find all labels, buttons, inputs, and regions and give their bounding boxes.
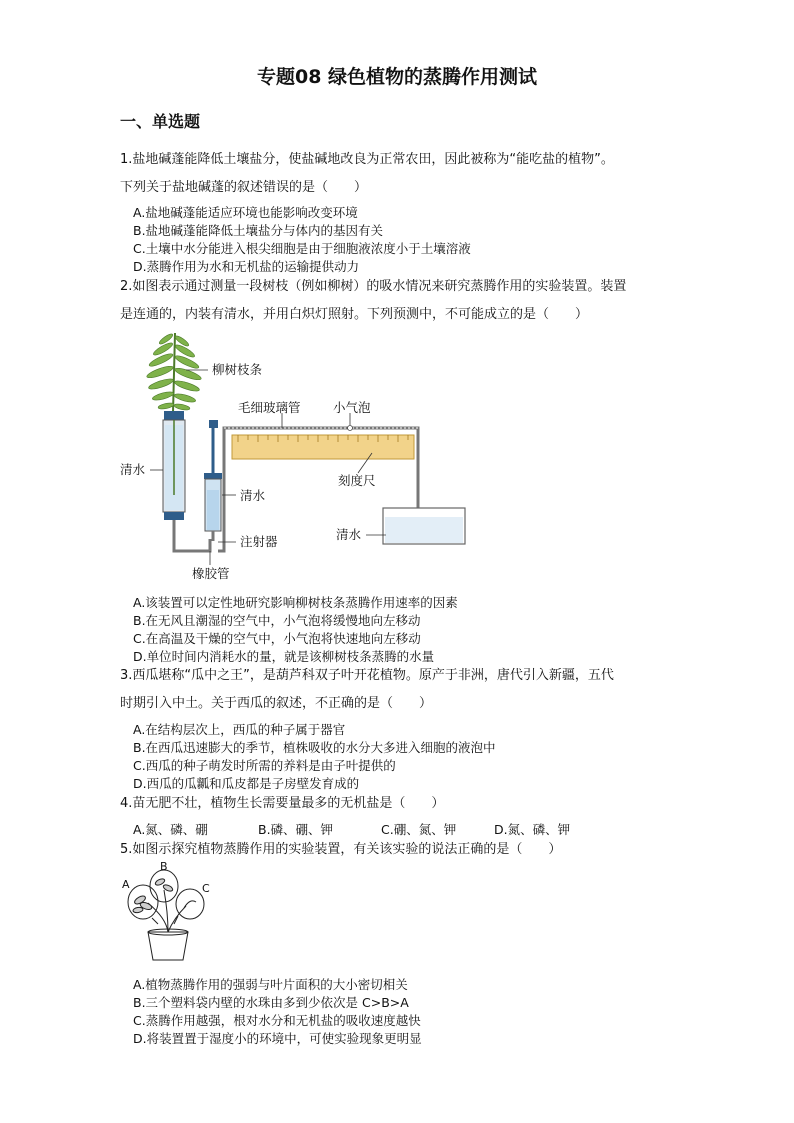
label-water-right: 清水 — [336, 527, 362, 542]
label-a: A — [122, 878, 130, 891]
q2-option-b[interactable]: B.在无风且潮湿的空气中，小气泡将缓慢地向左移动 — [133, 613, 421, 628]
q3-stem-line1: 3.西瓜堪称“瓜中之王”，是葫芦科双子叶开花植物。原产于非洲，唐代引入新疆，五代 — [120, 668, 614, 683]
q3-option-a[interactable]: A.在结构层次上，西瓜的种子属于器官 — [133, 722, 346, 737]
q2-option-c[interactable]: C.在高温及干燥的空气中，小气泡将快速地向左移动 — [133, 631, 421, 646]
q4-option-b[interactable]: B.磷、硼、钾 — [258, 822, 334, 837]
label-syringe: 注射器 — [240, 534, 278, 549]
q5-stem: 5.如图示探究植物蒸腾作用的实验装置，有关该实验的说法正确的是（ ） — [120, 842, 562, 857]
q3-option-d[interactable]: D.西瓜的瓜瓤和瓜皮都是子房壁发育成的 — [133, 776, 360, 791]
q3-stem-line2: 时期引入中土。关于西瓜的叙述，不正确的是（ ） — [120, 696, 433, 711]
label-bubble: 小气泡 — [333, 400, 371, 415]
q2-stem-line1: 2.如图表示通过测量一段树枝（例如柳树）的吸水情况来研究蒸腾作用的实验装置。装置 — [120, 279, 627, 294]
q2-option-a[interactable]: A.该装置可以定性地研究影响柳树枝条蒸腾作用速率的因素 — [133, 595, 458, 610]
small-bubble — [348, 426, 353, 431]
q5-option-d[interactable]: D.将装置置于湿度小的环境中，可使实验现象更明显 — [133, 1031, 422, 1046]
label-c: C — [202, 882, 210, 895]
plant-bags-figure — [118, 858, 218, 964]
q4-option-d[interactable]: D.氮、磷、钾 — [494, 822, 571, 837]
label-capillary: 毛细玻璃管 — [238, 400, 301, 415]
bottom-stopper — [164, 512, 184, 520]
flower-pot — [148, 932, 188, 960]
label-b: B — [160, 860, 168, 873]
q4-option-c[interactable]: C.硼、氮、钾 — [381, 822, 457, 837]
syringe-handle — [209, 420, 218, 428]
q4-option-a[interactable]: A.氮、磷、硼 — [133, 822, 208, 837]
label-rubber-tube: 橡胶管 — [192, 566, 230, 581]
q3-option-c[interactable]: C.西瓜的种子萌发时所需的养料是由子叶提供的 — [133, 758, 396, 773]
q2-stem-line2: 是连通的，内装有清水，并用白炽灯照射。下列预测中，不可能成立的是（ ） — [120, 307, 589, 322]
q5-option-a[interactable]: A.植物蒸腾作用的强弱与叶片面积的大小密切相关 — [133, 977, 408, 992]
q1-option-d[interactable]: D.蒸腾作用为水和无机盐的运输提供动力 — [133, 259, 360, 274]
q5-option-b[interactable]: B.三个塑料袋内壁的水珠由多到少依次是 C>B>A — [133, 995, 409, 1010]
q4-stem: 4.苗无肥不壮，植物生长需要量最多的无机盐是（ ） — [120, 796, 445, 811]
label-water-syringe: 清水 — [240, 488, 266, 503]
label-ruler: 刻度尺 — [338, 473, 376, 488]
willow-branch-drawing — [146, 332, 203, 413]
q3-option-b[interactable]: B.在西瓜迅速膨大的季节，植株吸收的水分大多进入细胞的液泡中 — [133, 740, 496, 755]
q4-options-row — [133, 820, 570, 838]
q5-option-c[interactable]: C.蒸腾作用越强，根对水分和无机盐的吸收速度越快 — [133, 1013, 421, 1028]
q2-option-d[interactable]: D.单位时间内消耗水的量，就是该柳树枝条蒸腾的水量 — [133, 649, 435, 664]
page-title: 专题08 绿色植物的蒸腾作用测试 — [256, 66, 538, 88]
q1-option-c[interactable]: C.土壤中水分能进入根尖细胞是由于细胞液浓度小于土壤溶液 — [133, 241, 471, 256]
q1-option-a[interactable]: A.盐地碱蓬能适应环境也能影响改变环境 — [133, 205, 358, 220]
label-water-left: 清水 — [120, 462, 146, 477]
transpiration-apparatus-figure — [118, 325, 478, 587]
q1-option-b[interactable]: B.盐地碱蓬能降低土壤盐分与体内的基因有关 — [133, 223, 384, 238]
q1-stem-line2: 下列关于盐地碱蓬的叙述错误的是（ ） — [120, 180, 368, 195]
top-stopper — [164, 411, 184, 420]
bag-c — [176, 889, 204, 919]
label-branch: 柳树枝条 — [212, 362, 263, 377]
ruler — [232, 435, 414, 459]
section-heading: 一、单选题 — [120, 112, 201, 131]
q1-stem-line1: 1.盐地碱蓬能降低土壤盐分，使盐碱地改良为正常农田，因此被称为“能吃盐的植物”。 — [120, 152, 614, 167]
